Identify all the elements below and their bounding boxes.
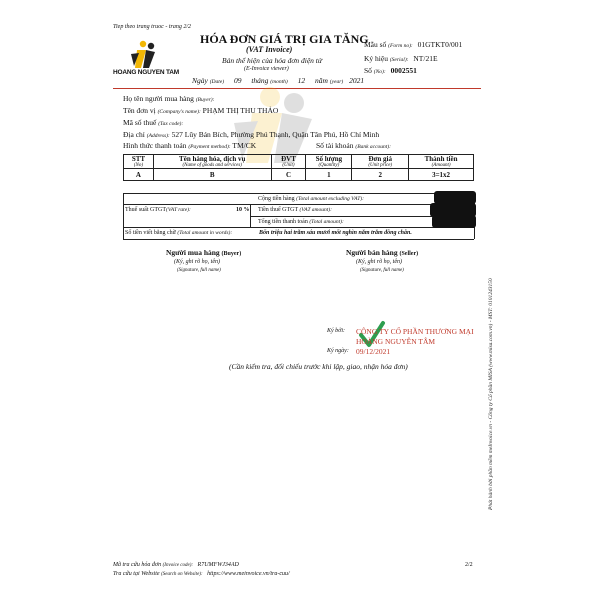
page-number: 2/2 bbox=[465, 562, 473, 568]
tax-code-label: Mã số thuế bbox=[123, 118, 157, 127]
tax-code-label-en: (Tax code): bbox=[158, 121, 184, 127]
page-note: Tiep theo trang truoc - trang 2/2 bbox=[113, 24, 191, 30]
serial-row bbox=[364, 54, 438, 63]
signed-date-value: 09/12/2021 bbox=[356, 347, 391, 356]
column-code-row bbox=[124, 169, 474, 181]
amount-in-words-value: Bốn triệu hai trăm sáu mươi mốt nghìn năm trăm đồng chẵn. bbox=[259, 230, 412, 236]
form-label: Mẫu số bbox=[364, 40, 387, 49]
table-header-row bbox=[124, 155, 474, 169]
invoice-title: HÓA ĐƠN GIÁ TRỊ GIA TĂNG bbox=[200, 32, 369, 46]
date-day-label: Ngày bbox=[192, 76, 208, 85]
logo-text: HOANG NGUYEN TAM bbox=[113, 69, 180, 76]
totals-left-border bbox=[123, 193, 124, 239]
subtotal-label: Cộng tiền hàng (Total amount excluding VAT): bbox=[258, 196, 364, 202]
company-name-row bbox=[123, 106, 278, 115]
seller-signature-hint-en: (Signature, full name) bbox=[360, 268, 404, 273]
date-day: 09 bbox=[233, 76, 242, 85]
invoice-number-label: Số bbox=[364, 66, 372, 75]
seller-signature-title: Người bán hàng (Seller) bbox=[346, 248, 419, 257]
table-header: STT (No) bbox=[124, 155, 154, 169]
table-header: Thành tiền (Amount) bbox=[409, 155, 474, 169]
table-header: Số lượng (Quantity) bbox=[306, 155, 352, 169]
vat-rate-label: Thuế suất GTGT(VAT rate): bbox=[125, 207, 191, 213]
tax-code-row bbox=[123, 118, 183, 127]
address-row bbox=[123, 130, 379, 139]
lookup-site-row: Tra cứu tại Website (Search on Website): https://www.meinvoice.vn/tra-cuu/ bbox=[113, 571, 290, 577]
seller-signature-hint: (Ký, ghi rõ họ, tên) bbox=[356, 259, 402, 265]
date-month: 12 bbox=[297, 76, 306, 85]
invoice-number-value: 0002551 bbox=[390, 66, 417, 75]
serial-value: NT/21E bbox=[413, 54, 438, 63]
vat-rate-value: 10 % bbox=[236, 207, 250, 213]
date-month-label: tháng bbox=[251, 76, 269, 85]
signed-by-company: CÔNG TY CỔ PHẦN THƯƠNG MẠI bbox=[356, 327, 474, 336]
serial-label: Ký hiệu bbox=[364, 54, 388, 63]
logo-figures-icon bbox=[113, 40, 173, 70]
total-amount-label: Tổng tiền thanh toán (Total amount): bbox=[258, 219, 344, 225]
payment-method-value: TM/CK bbox=[232, 141, 257, 150]
column-code: A bbox=[124, 169, 154, 181]
form-value: 01GTKT0/001 bbox=[417, 40, 463, 49]
signed-by-company-2: HOÀNG NGUYÊN TÂM bbox=[356, 337, 436, 346]
column-code: B bbox=[153, 169, 271, 181]
totals-divider bbox=[123, 227, 474, 228]
date-year-label: năm bbox=[314, 76, 328, 85]
amount-in-words-label: Số tiền viết bằng chữ (Total amount in words): bbox=[125, 230, 233, 236]
column-code: 1 bbox=[306, 169, 352, 181]
viewer-text: Bản thể hiện của hóa đơn điện tử bbox=[222, 56, 322, 65]
buyer-signature-title: Người mua hàng (Buyer) bbox=[166, 248, 242, 257]
date-year-label-en: (year) bbox=[329, 79, 344, 85]
signed-by-label: Ký bởi: bbox=[327, 328, 346, 334]
invoice-number-label-en: (No): bbox=[373, 69, 386, 75]
buyer-signature-hint: (Ký, ghi rõ họ, tên) bbox=[174, 259, 220, 265]
bank-account-label: Số tài khoản bbox=[316, 141, 354, 150]
address-label-en: (Address): bbox=[146, 133, 170, 139]
company-name-label-en: (Company's name): bbox=[157, 109, 201, 115]
lookup-code-row: Mã tra cứu hóa đơn (Invoice code): R7UMFWJ34AD bbox=[113, 562, 239, 568]
buyer-name-label-en: (Buyer): bbox=[195, 97, 215, 103]
form-label-en: (Form no): bbox=[388, 43, 413, 49]
bank-account-label-en: (Bank account): bbox=[355, 144, 391, 150]
table-header: ĐVT (Unit) bbox=[271, 155, 306, 169]
lookup-site-link[interactable]: https://www.meinvoice.vn/tra-cuu/ bbox=[207, 571, 290, 577]
date-day-label-en: (Date) bbox=[209, 79, 225, 85]
company-logo bbox=[113, 40, 180, 76]
bank-account-row bbox=[316, 141, 391, 150]
column-code: 3=1x2 bbox=[409, 169, 474, 181]
serial-label-en: (Serial): bbox=[389, 57, 409, 63]
column-code: 2 bbox=[352, 169, 409, 181]
vat-amount-label: Tiền thuế GTGT (VAT amount): bbox=[258, 207, 332, 213]
date-year: 2021 bbox=[349, 76, 365, 85]
form-number-row bbox=[364, 40, 462, 49]
totals-bottom-border bbox=[123, 239, 474, 240]
totals-divider bbox=[123, 204, 474, 205]
address-value: 527 Lũy Bán Bích, Phường Phú Thạnh, Quận Tân Phú, Hồ Chí Minh bbox=[171, 130, 380, 139]
company-name-value: PHẠM THỊ THU THẢO bbox=[202, 106, 279, 115]
buyer-name-row bbox=[123, 94, 214, 103]
buyer-signature-hint-en: (Signature, full name) bbox=[177, 268, 221, 273]
table-header: Tên hàng hóa, dịch vụ (Name of goods and services) bbox=[153, 155, 271, 169]
verification-note: (Cần kiểm tra, đối chiếu trước khi lập, giao, nhận hóa đơn) bbox=[229, 362, 408, 371]
publisher-side-text: Phát hành bởi phần mềm meInvoice.vn - Công ty Cổ phần MISA (www.misa.com.vn) - MST: 0101243150 bbox=[488, 278, 494, 510]
date-month-label-en: (month) bbox=[270, 79, 288, 85]
column-code: C bbox=[271, 169, 306, 181]
payment-method-label-en: (Payment method): bbox=[188, 144, 231, 150]
payment-method-row bbox=[123, 141, 256, 150]
address-label: Địa chỉ bbox=[123, 130, 145, 139]
signed-date-label: Ký ngày: bbox=[327, 348, 349, 354]
buyer-name-label: Họ tên người mua hàng bbox=[123, 94, 194, 103]
redacted-total bbox=[432, 215, 476, 228]
invoice-number-row bbox=[364, 66, 417, 75]
items-table bbox=[123, 154, 474, 181]
company-name-label: Tên đơn vị bbox=[123, 106, 156, 115]
invoice-title-en: (VAT Invoice) bbox=[246, 45, 293, 54]
viewer-text-en: (E-Invoice viewer) bbox=[244, 66, 289, 72]
table-header: Đơn giá (Unit price) bbox=[352, 155, 409, 169]
totals-inner-border bbox=[250, 204, 251, 227]
totals-top-border bbox=[123, 193, 474, 194]
payment-method-label: Hình thức thanh toán bbox=[123, 141, 187, 150]
